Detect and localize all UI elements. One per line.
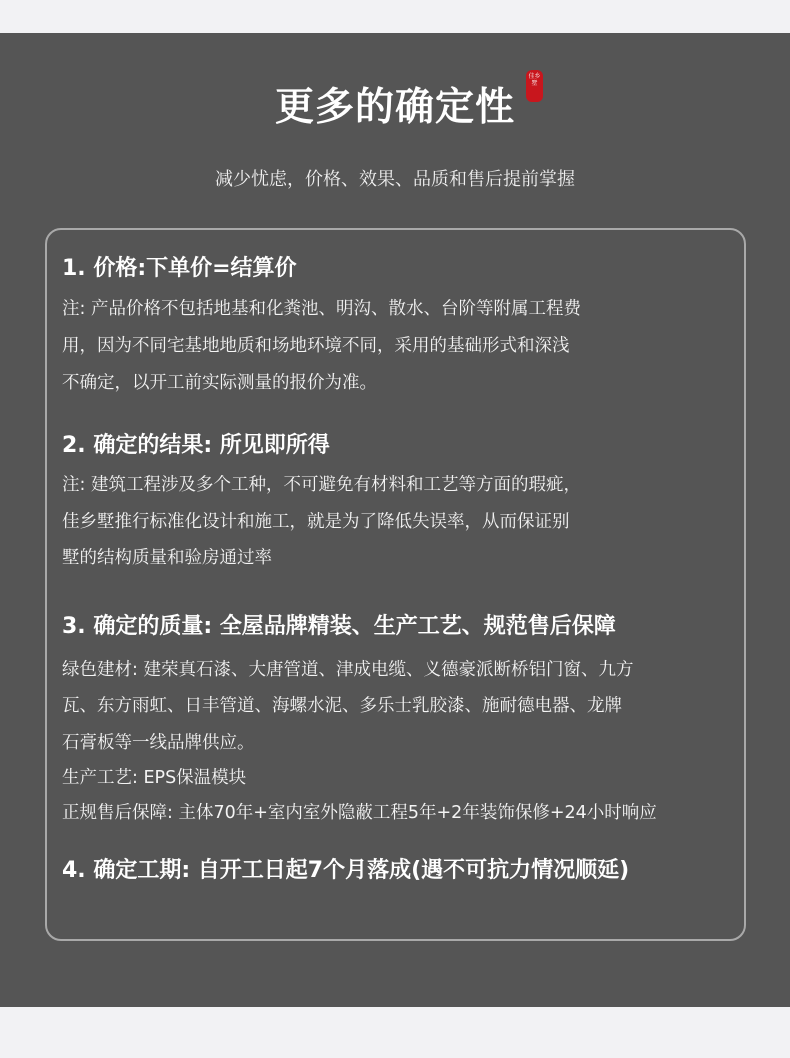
page-subtitle: 减少忧虑，价格、效果、品质和售后提前掌握 <box>215 169 575 190</box>
section-1-title: 1. 价格:下单价=结算价 <box>62 256 297 281</box>
section-1-line-2: 用，因为不同宅基地地质和场地环境不同，采用的基础形式和深浅 <box>62 336 570 356</box>
brand-seal-icon: 佳乡墅 <box>526 70 543 102</box>
section-3-line-5: 正规售后保障: 主体70年+室内室外隐蔽工程5年+2年装饰保修+24小时响应 <box>62 803 657 823</box>
section-1-line-1: 注: 产品价格不包括地基和化粪池、明沟、散水、台阶等附属工程费 <box>62 299 581 319</box>
section-2-line-2: 佳乡墅推行标准化设计和施工，就是为了降低失误率，从而保证别 <box>62 512 570 532</box>
section-1-line-3: 不确定，以开工前实际测量的报价为准。 <box>62 373 377 393</box>
top-margin <box>0 0 790 33</box>
section-3-line-4: 生产工艺: EPS保温模块 <box>62 768 247 788</box>
section-2-line-3: 墅的结构质量和验房通过率 <box>62 548 272 568</box>
section-2-line-1: 注: 建筑工程涉及多个工种，不可避免有材料和工艺等方面的瑕疵， <box>62 475 581 495</box>
section-3-line-2: 瓦、东方雨虹、日丰管道、海螺水泥、多乐士乳胶漆、施耐德电器、龙牌 <box>62 696 622 716</box>
bottom-margin <box>0 1007 790 1058</box>
page-title <box>274 73 541 136</box>
section-2-title: 2. 确定的结果: 所见即所得 <box>62 433 330 458</box>
section-3-title: 3. 确定的质量: 全屋品牌精装、生产工艺、规范售后保障 <box>62 614 616 639</box>
title-row <box>0 73 790 136</box>
section-4-title: 4. 确定工期: 自开工日起7个月落成(遇不可抗力情况顺延) <box>62 858 630 883</box>
section-3-line-3: 石膏板等一线品牌供应。 <box>62 733 255 753</box>
section-3-line-1: 绿色建材: 建荣真石漆、大唐管道、津成电缆、义德豪派断桥铝门窗、九方 <box>62 660 634 680</box>
page-title-text: 更多的确定性 <box>274 85 515 130</box>
